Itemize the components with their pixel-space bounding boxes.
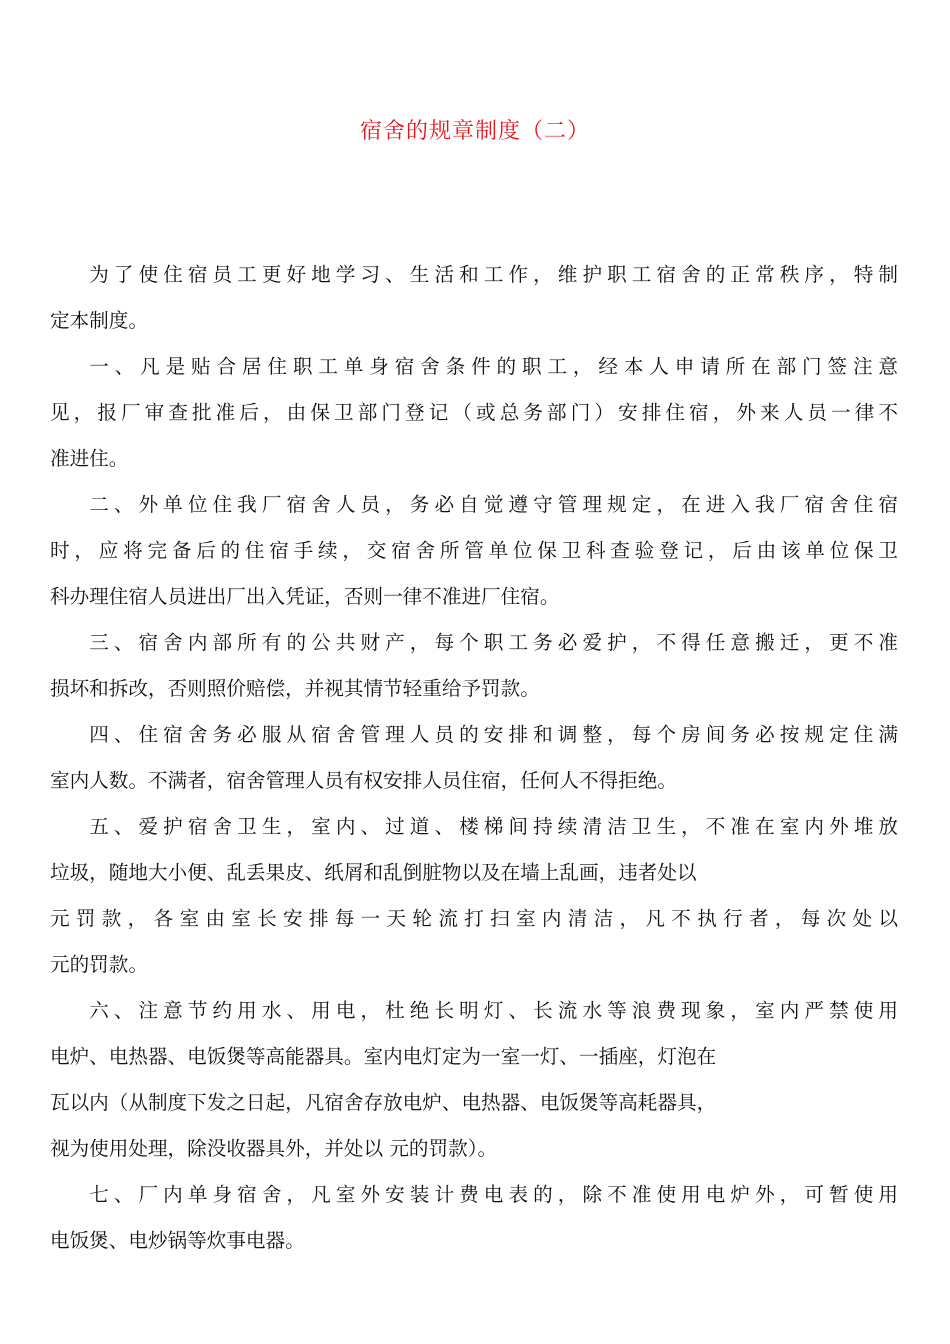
paragraph-intro [50,252,898,344]
text-line: 七、厂内单身宿舍，凡室外安装计费电表的，除不准使用电炉外，可暂使用 [89,1183,898,1206]
text-line: 准进住。 [50,447,129,470]
text-line: 四、住宿舍务必服从宿舍管理人员的安排和调整，每个房间务必按规定住满 [89,723,898,746]
text-line: 科办理住宿人员进出厂出入凭证，否则一律不准进厂住宿。 [50,585,560,608]
paragraph-rule-2 [50,482,898,620]
document-body [50,252,898,1264]
paragraph-rule-1 [50,344,898,482]
text-line: 元的罚款。 [50,953,148,976]
text-line: 五、爱护宿舍卫生，室内、过道、楼梯间持续清洁卫生，不准在室内外堆放 [89,815,898,838]
text-line: 定本制度。 [50,309,148,332]
text-line: 视为使用处理，除没收器具外，并处以 元的罚款）。 [50,1137,498,1160]
text-line: 二、外单位住我厂宿舍人员，务必自觉遵守管理规定，在进入我厂宿舍住宿 [89,493,898,516]
text-line: 损坏和拆改，否则照价赔偿，并视其情节轻重给予罚款。 [50,677,540,700]
paragraph-rule-6 [50,988,898,1172]
text-line: 六、注意节约用水、用电，杜绝长明灯、长流水等浪费现象，室内严禁使用 [89,999,898,1022]
text-line: 为了使住宿员工更好地学习、生活和工作，维护职工宿舍的正常秩序，特制 [89,263,898,286]
text-line: 垃圾，随地大小便、乱丢果皮、纸屑和乱倒脏物以及在墙上乱画，违者处以 [50,861,697,884]
paragraph-rule-4 [50,712,898,804]
paragraph-rule-5 [50,804,898,988]
text-line: 室内人数。不满者，宿舍管理人员有权安排人员住宿，任何人不得拒绝。 [50,769,677,792]
text-line: 元罚款，各室由室长安排每一天轮流打扫室内清洁，凡不执行者，每次处以 [50,907,898,930]
text-line: 一、凡是贴合居住职工单身宿舍条件的职工，经本人申请所在部门签注意 [89,355,898,378]
paragraph-rule-7 [50,1172,898,1264]
text-line: 瓦以内（从制度下发之日起，凡宿舍存放电炉、电热器、电饭煲等高耗器具， [50,1091,717,1114]
text-line: 时，应将完备后的住宿手续，交宿舍所管单位保卫科查验登记，后由该单位保卫 [50,539,898,562]
text-line: 三、宿舍内部所有的公共财产，每个职工务必爱护，不得任意搬迁，更不准 [89,631,898,654]
text-line: 见，报厂审查批准后，由保卫部门登记（或总务部门）安排住宿，外来人员一律不 [50,401,898,424]
document-title: 宿舍的规章制度（二） [359,119,590,144]
paragraph-rule-3 [50,620,898,712]
text-line: 电炉、电热器、电饭煲等高能器具。室内电灯定为一室一灯、一插座，灯泡在 [50,1045,717,1068]
text-line: 电饭煲、电炒锅等炊事电器。 [50,1229,305,1252]
